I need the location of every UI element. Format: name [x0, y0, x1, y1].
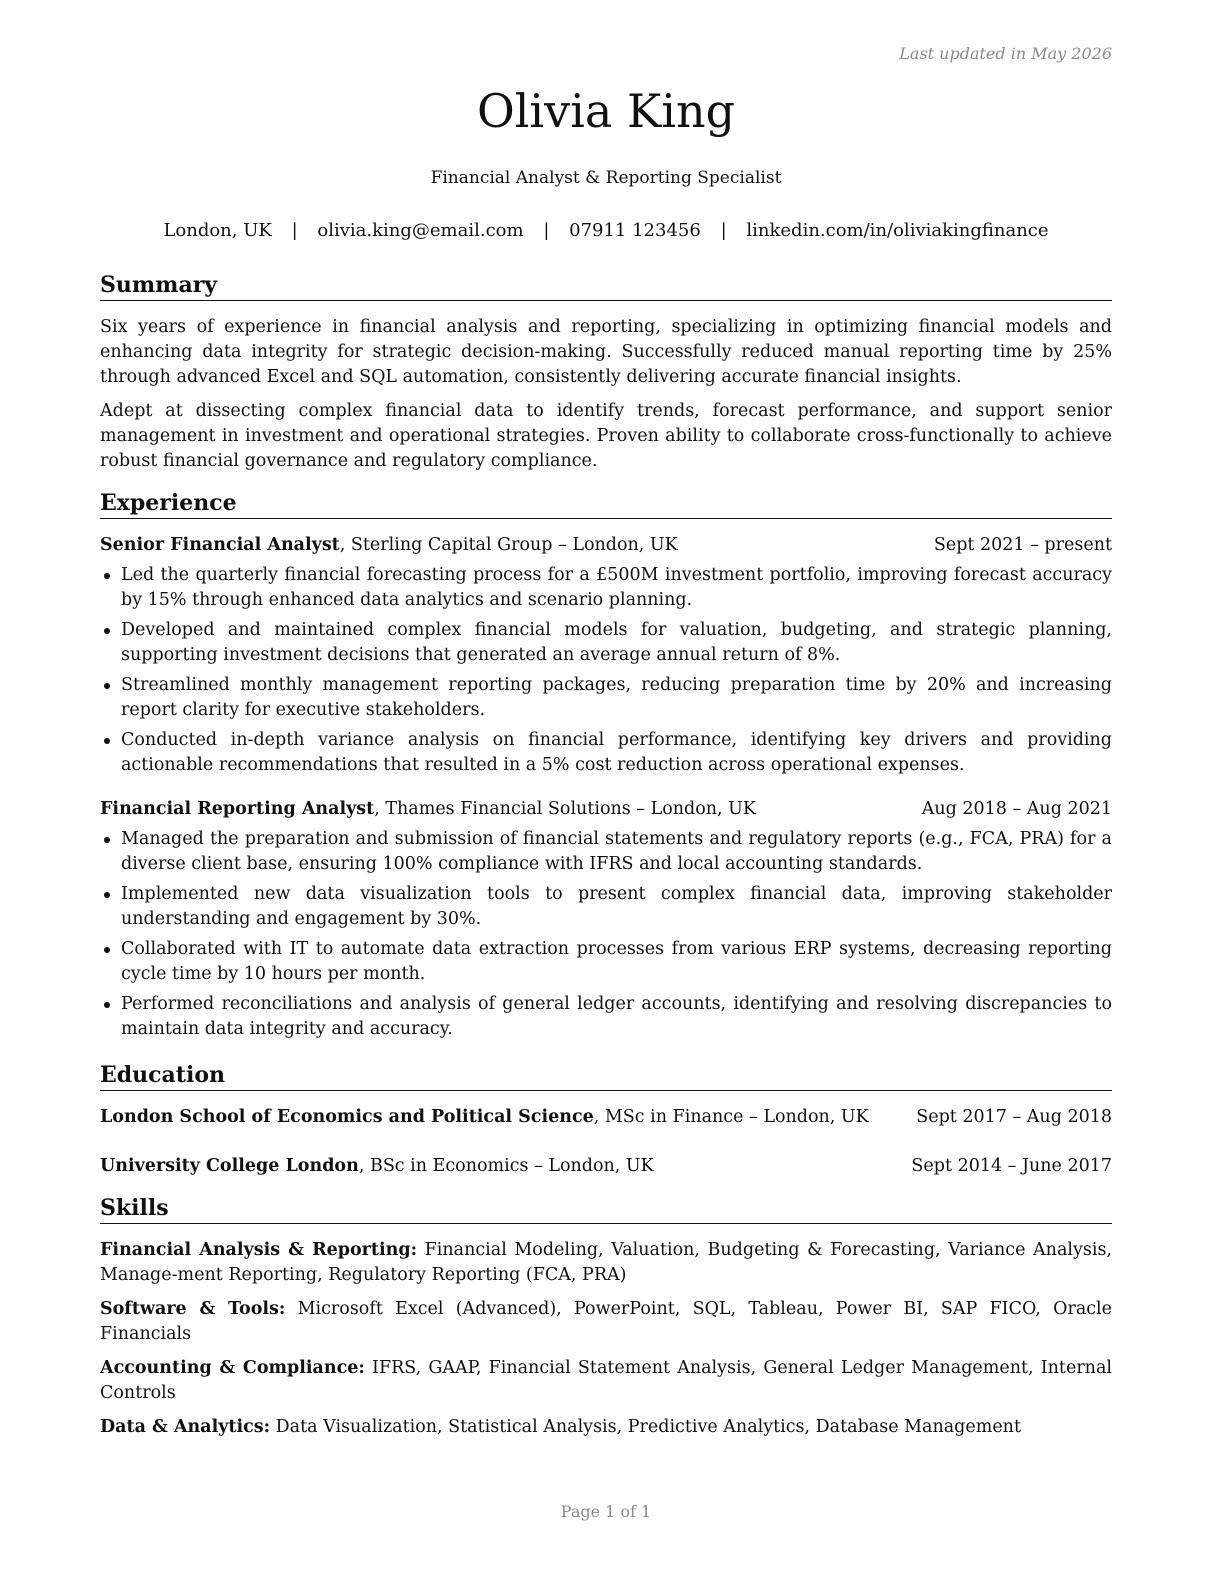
contact-separator: | [543, 220, 550, 241]
job-bullet [100, 618, 1112, 668]
contact-separator: | [291, 220, 298, 241]
skill-text: Financial Modeling, Valuation, Budgeting & Forecasting, Variance Analysis, Manage-ment Reporting, Regulatory Reporting (FCA, PRA) [100, 1240, 1112, 1285]
bullet-icon [104, 837, 110, 843]
skill-label: Data & Analytics: [100, 1417, 271, 1437]
contact-separator: | [720, 220, 727, 241]
section-title-education: Education [100, 1062, 1112, 1091]
job-bullet [100, 563, 1112, 613]
section-title-skills: Skills [100, 1195, 1112, 1224]
summary-section [100, 272, 1112, 474]
job-bullet [100, 937, 1112, 987]
last-updated-note: Last updated in May 2026 [899, 44, 1112, 63]
job-details: , Thames Financial Solutions – London, UK [374, 799, 757, 819]
job-role: Senior Financial Analyst [100, 535, 340, 555]
section-title-summary: Summary [100, 272, 1112, 301]
bullet-text: Collaborated with IT to automate data extraction processes from various ERP systems, decreasing reporting cycle time by 10 hours per month. [121, 939, 1112, 984]
summary-paragraph: Adept at dissecting complex financial data to identify trends, forecast performance, and support senior management in investment and operational strategies. Proven ability to collaborate cross-functionally to achieve robust financial governance and regulatory compliance. [100, 401, 1112, 471]
contact-email[interactable]: olivia.king@email.com [317, 220, 524, 241]
job-bullets [100, 563, 1112, 778]
skill-label: Accounting & Compliance: [100, 1358, 365, 1378]
job-role: Financial Reporting Analyst [100, 799, 375, 819]
education-entry [100, 1105, 1112, 1130]
bullet-icon [104, 738, 110, 744]
skill-line [100, 1415, 1112, 1440]
contact-phone[interactable]: 07911 123456 [569, 220, 701, 241]
skills-section [100, 1195, 1112, 1449]
job-bullet [100, 827, 1112, 877]
experience-section [100, 490, 1112, 1047]
job-dates: Aug 2018 – Aug 2021 [921, 799, 1112, 819]
job-bullets [100, 827, 1112, 1042]
contact-linkedin[interactable]: linkedin.com/in/oliviakingfinance [746, 220, 1049, 241]
contact-location: London, UK [163, 220, 272, 241]
bullet-icon [104, 628, 110, 634]
job-details: , Sterling Capital Group – London, UK [339, 535, 678, 555]
education-dates: Sept 2017 – Aug 2018 [916, 1107, 1112, 1127]
bullet-icon [104, 892, 110, 898]
bullet-icon [104, 683, 110, 689]
candidate-name: Olivia King [476, 84, 736, 138]
skill-line [100, 1297, 1112, 1347]
job-dates: Sept 2021 – present [933, 535, 1112, 555]
bullet-text: Implemented new data visualization tools to present complex financial data, improving stakeholder understanding and engagement by 30%. [121, 884, 1112, 929]
education-entry [100, 1154, 1112, 1179]
skill-text: IFRS, GAAP, Financial Statement Analysis, General Ledger Management, Internal Controls [100, 1358, 1112, 1403]
skill-label: Financial Analysis & Reporting: [100, 1240, 418, 1260]
school-name: University College London [100, 1156, 359, 1176]
job-bullet [100, 882, 1112, 932]
job-entry [100, 797, 1112, 1042]
education-section [100, 1062, 1112, 1179]
page-number-footer: Page 1 of 1 [560, 1502, 652, 1521]
job-bullet [100, 673, 1112, 723]
job-bullet [100, 992, 1112, 1042]
bullet-text: Managed the preparation and submission of financial statements and regulatory reports (e.g., FCA, PRA) for a diverse client base, ensuring 100% compliance with IFRS and local accounting standards. [121, 829, 1112, 874]
summary-paragraph: Six years of experience in financial analysis and reporting, specializing in optimizing financial models and enhancing data integrity for strategic decision-making. Successfully reduced manual reporting time by 25% through advanced Excel and SQL automation, consistently delivering accurate financial insights. [100, 317, 1112, 387]
education-dates: Sept 2014 – June 2017 [911, 1156, 1112, 1176]
bullet-icon [104, 947, 110, 953]
job-header [100, 797, 1112, 822]
section-title-experience: Experience [100, 490, 1112, 519]
skill-line [100, 1356, 1112, 1406]
candidate-tagline: Financial Analyst & Reporting Specialist [430, 168, 782, 188]
bullet-text: Performed reconciliations and analysis of general ledger accounts, identifying and resolving discrepancies to maintain data integrity and accuracy. [121, 994, 1112, 1039]
job-header [100, 533, 1112, 558]
job-bullet [100, 728, 1112, 778]
skill-text: Data Visualization, Statistical Analysis, Predictive Analytics, Database Management [270, 1417, 1021, 1437]
school-name: London School of Economics and Political Science [100, 1107, 594, 1127]
job-entry [100, 533, 1112, 778]
bullet-text: Led the quarterly financial forecasting process for a £500M investment portfolio, improving forecast accuracy by 15% through enhanced data analytics and scenario planning. [121, 565, 1112, 610]
skill-label: Software & Tools: [100, 1299, 286, 1319]
degree-details: , BSc in Economics – London, UK [358, 1156, 654, 1176]
bullet-icon [104, 573, 110, 579]
bullet-text: Conducted in-depth variance analysis on financial performance, identifying key drivers and providing actionable recommendations that resulted in a 5% cost reduction across operational expenses. [121, 730, 1112, 775]
skill-line [100, 1238, 1112, 1288]
bullet-icon [104, 1002, 110, 1008]
contact-line [100, 220, 1112, 241]
degree-details: , MSc in Finance – London, UK [593, 1107, 869, 1127]
skill-text: Microsoft Excel (Advanced), PowerPoint, SQL, Tableau, Power BI, SAP FICO, Oracle Financials [100, 1299, 1113, 1344]
bullet-text: Developed and maintained complex financial models for valuation, budgeting, and strategic planning, supporting investment decisions that generated an average annual return of 8%. [121, 620, 1112, 665]
bullet-text: Streamlined monthly management reporting packages, reducing preparation time by 20% and increasing report clarity for executive stakeholders. [121, 675, 1112, 720]
